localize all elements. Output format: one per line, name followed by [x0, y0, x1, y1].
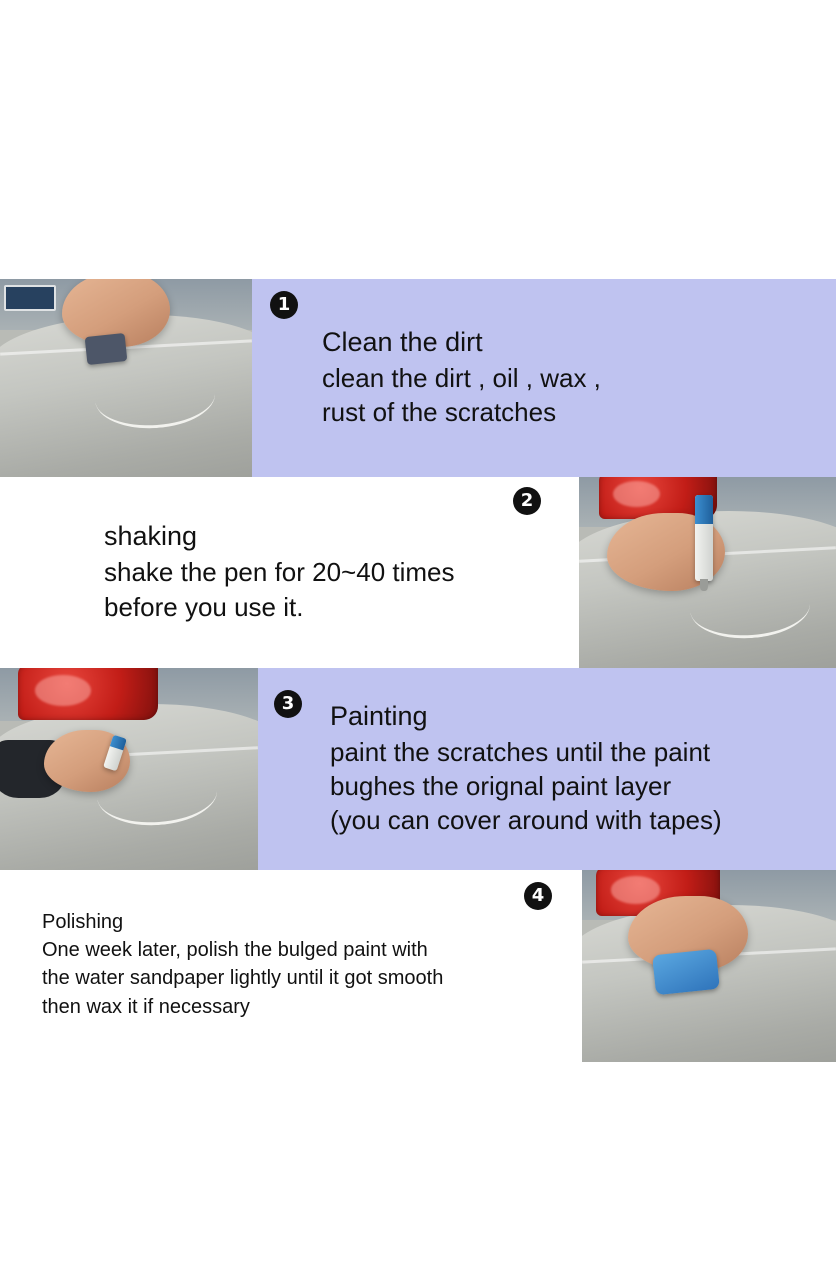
step-title-1: Clean the dirt: [322, 326, 483, 357]
step-line-2-1: shake the pen for 20~40 times: [104, 557, 455, 588]
license-plate: [4, 285, 56, 311]
photo-painting-scratch: [0, 668, 258, 870]
step-row-4: [0, 870, 836, 1062]
step-line-3-1: paint the scratches until the paint: [330, 736, 711, 767]
pen-cap: [695, 495, 713, 524]
step-text-4: [0, 870, 582, 1062]
step-line-3-3: (you can cover around with tapes): [330, 805, 722, 836]
blue-polishing-sponge: [652, 949, 720, 995]
grey-sponge: [85, 333, 128, 365]
step-line-1-2: rust of the scratches: [322, 397, 557, 427]
step-line-2-2: before you use it.: [104, 591, 304, 622]
step-badge-3: 3: [274, 690, 302, 718]
step-row-2: [0, 477, 836, 668]
step-row-1: [0, 279, 836, 477]
step-text-3: [258, 668, 836, 870]
taillight-lens: [35, 675, 91, 706]
step-line-1-1: clean the dirt , oil , wax ,: [322, 362, 601, 393]
taillight-lens: [611, 876, 661, 904]
step-title-4: Polishing: [42, 910, 124, 933]
photo-shaking-pen: [579, 477, 836, 668]
step-text-2: [0, 477, 579, 668]
step-title-3: Painting: [330, 700, 428, 731]
step-line-3-2: bughes the orignal paint layer: [330, 770, 672, 801]
step-line-4-2: the water sandpaper lightly until it got smooth: [42, 967, 444, 990]
photo-polishing-panel: [582, 870, 836, 1062]
taillight-lens: [613, 481, 660, 507]
instruction-sheet: [0, 279, 836, 1062]
step-badge-1: 1: [270, 291, 298, 319]
step-badge-4: 4: [524, 882, 552, 910]
pen-tip: [700, 579, 707, 591]
step-title-2: shaking: [104, 521, 198, 552]
step-row-3: [0, 668, 836, 870]
taillight: [18, 668, 158, 720]
step-badge-2: 2: [513, 487, 541, 515]
photo-cleaning-scratch: [0, 279, 252, 477]
step-line-4-3: then wax it if necessary: [42, 995, 250, 1018]
paint-pen: [695, 495, 713, 581]
step-text-1: [252, 279, 836, 477]
step-line-4-1: One week later, polish the bulged paint with: [42, 938, 428, 961]
